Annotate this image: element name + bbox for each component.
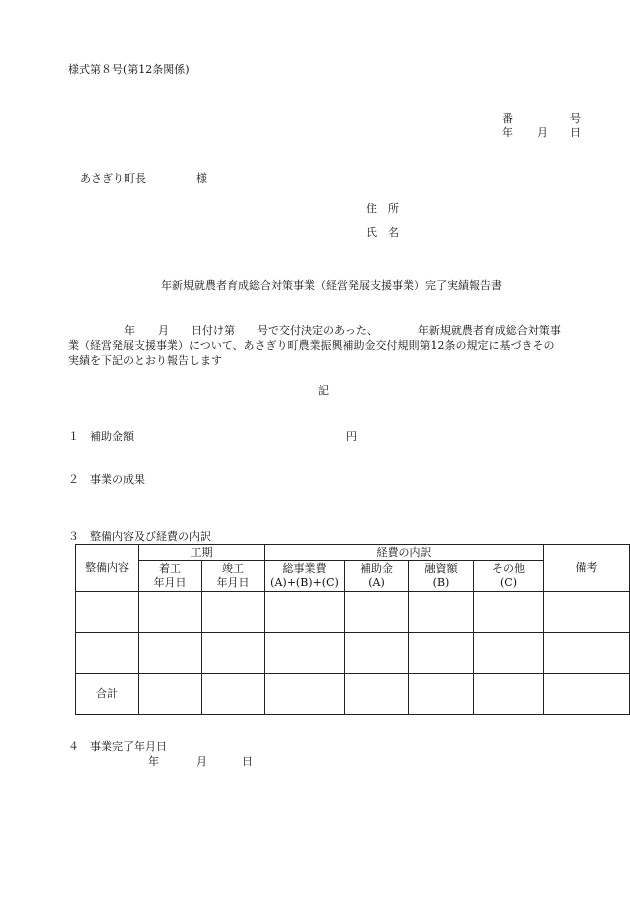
section-3-label: 整備内容及び経費の内訳 [90,530,211,543]
table-cell[interactable] [544,592,630,633]
table-cell[interactable] [265,592,345,633]
header-content: 整備内容 [76,545,139,592]
table-cell[interactable] [76,592,139,633]
table-cell[interactable] [345,674,409,715]
section-1-label: 補助金額 [90,430,134,443]
ki-heading: 記 [318,384,329,397]
body-month: 月 [158,324,169,337]
table-header-row-1 [76,545,630,561]
header-start: 着工 年月日 [139,561,202,592]
table-row [76,633,630,674]
section-4-number: ４ [68,740,79,753]
number-suffix: 号 [570,112,581,125]
table-cell[interactable] [474,592,544,633]
completion-year: 年 [148,755,159,768]
table-cell[interactable] [202,633,265,674]
date-year: 年 [502,126,513,139]
body-number-phrase: 号で交付決定のあった、 [257,324,378,337]
table-cell[interactable] [265,674,345,715]
header-remarks: 備考 [544,545,630,592]
table-cell[interactable] [139,633,202,674]
table-total-row [76,674,630,715]
total-row-label: 合計 [76,674,139,715]
form-number: 様式第８号(第12条関係) [68,63,190,76]
document-title: 年新規就農者育成総合対策事業（経営発展支援事業）完了実績報告書 [161,279,502,292]
table-cell[interactable] [474,674,544,715]
body-line-3: 実績を下記のとおり報告します [68,354,222,367]
header-subsidy: 補助金 (A) [345,561,409,592]
section-2-number: ２ [68,473,79,486]
table-cell[interactable] [409,592,474,633]
header-period: 工期 [139,545,265,561]
table-cell[interactable] [474,633,544,674]
expense-table [75,544,630,715]
section-1-unit: 円 [346,430,357,443]
date-day: 日 [570,126,581,139]
header-end: 竣工 年月日 [202,561,265,592]
header-loan: 融資額 (B) [409,561,474,592]
table-cell[interactable] [139,674,202,715]
table-cell[interactable] [544,633,630,674]
name-label: 氏 名 [366,226,399,239]
section-3-number: ３ [68,530,79,543]
header-cost-breakdown: 経費の内訳 [265,545,544,561]
table-cell[interactable] [345,633,409,674]
header-total-cost: 総事業費 (A)+(B)+(C) [265,561,345,592]
body-date-suffix: 日付け第 [191,324,235,337]
table-cell[interactable] [139,592,202,633]
body-line1-tail: 年新規就農者育成総合対策事 [417,324,561,337]
section-1-number: １ [68,430,79,443]
table-cell[interactable] [76,633,139,674]
table-cell[interactable] [345,592,409,633]
body-line-1 [68,323,588,338]
completion-month: 月 [196,755,207,768]
addressee-name: あさぎり町長 [80,172,146,185]
section-2-label: 事業の成果 [90,473,145,486]
body-paragraph [68,323,588,368]
table-cell[interactable] [265,633,345,674]
number-label: 番 [502,112,513,125]
address-label: 住 所 [366,202,399,215]
table-row [76,592,630,633]
table-cell[interactable] [202,674,265,715]
date-month: 月 [537,126,548,139]
body-line-2: 業（経営発展支援事業）について、あさぎり町農業振興補助金交付規則第12条の規定に基づきその [68,339,555,352]
table-cell[interactable] [409,633,474,674]
section-4-label: 事業完了年月日 [90,740,167,753]
completion-day: 日 [242,755,253,768]
table-cell[interactable] [544,674,630,715]
table-cell[interactable] [409,674,474,715]
body-year: 年 [124,324,135,337]
header-other: その他 (C) [474,561,544,592]
table-cell[interactable] [202,592,265,633]
addressee-honorific: 様 [196,172,207,185]
